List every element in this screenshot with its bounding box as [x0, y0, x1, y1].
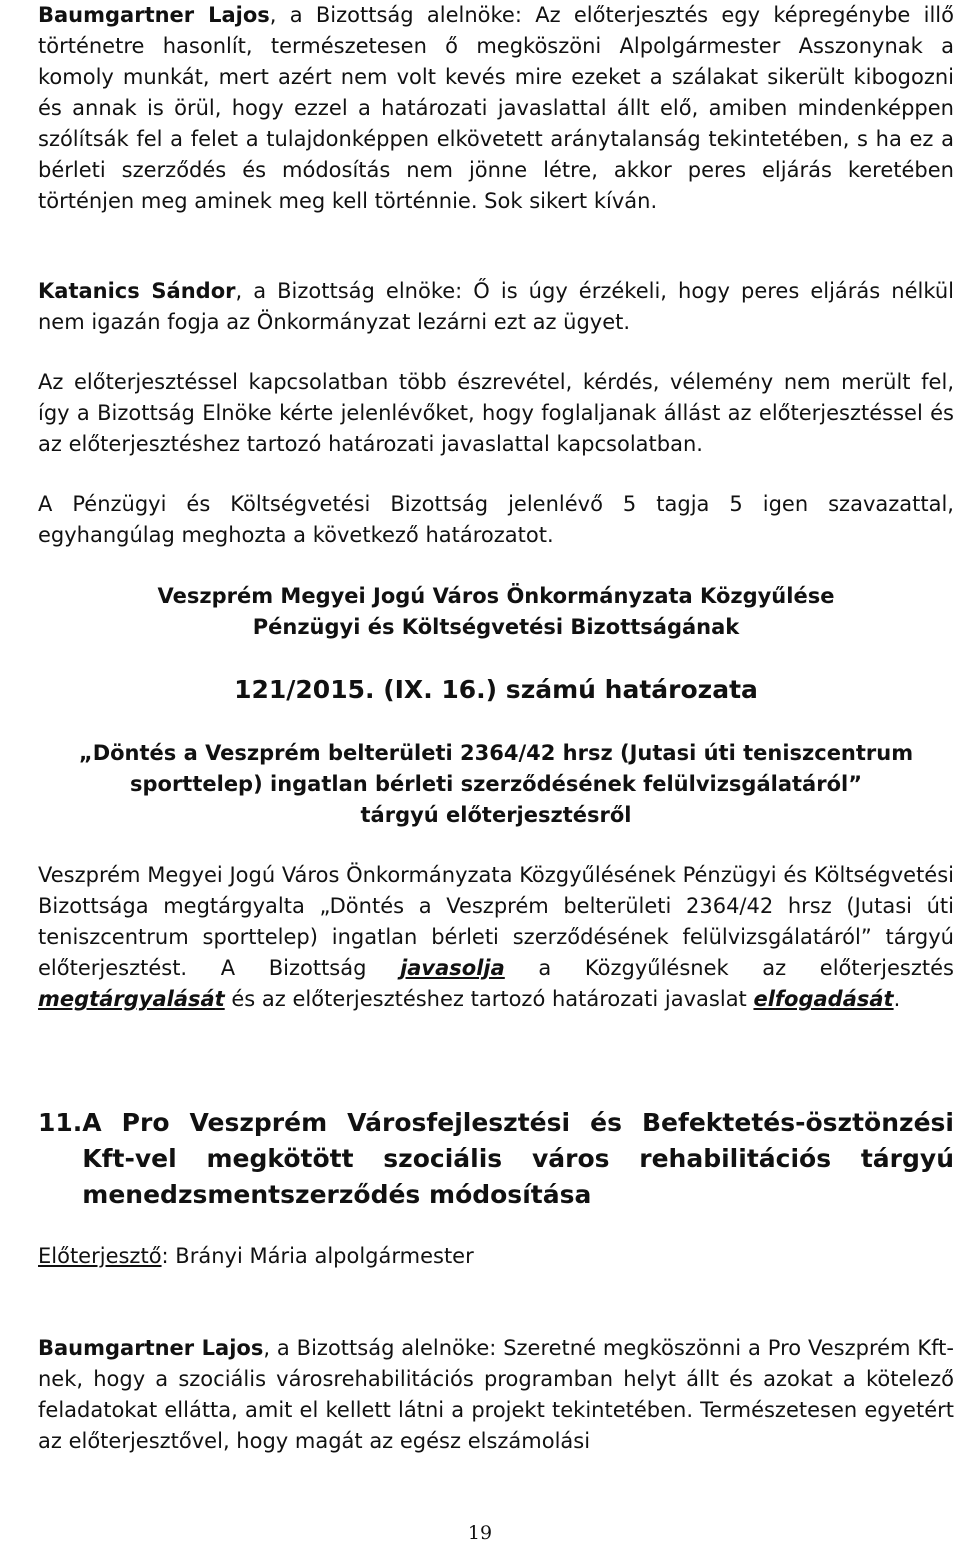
- paragraph-katanics: [38, 276, 954, 338]
- resolution-text-part: és az előterjesztéshez tartozó határozati javaslat: [224, 987, 754, 1011]
- resolution-title: [38, 738, 954, 831]
- paragraph-text: , a Bizottság elnöke: Ő is úgy érzékeli, hogy peres eljárás nélkül nem igazán fogja az Önkormányzat lezárni ezt az ügyet.: [38, 279, 954, 334]
- emphasis-javasolja: javasolja: [400, 956, 505, 980]
- section-title: A Pro Veszprém Városfejlesztési és Befektetés-ösztönzési Kft-vel megkötött szociális város rehabilitációs tárgyú menedzsmentszerződés módosítása: [82, 1108, 954, 1209]
- paragraph-vote: A Pénzügyi és Költségvetési Bizottság jelenlévő 5 tagja 5 igen szavazattal, egyhangúlag meghozta a következő határozatot.: [38, 492, 954, 547]
- resolution-title-line2: sporttelep) ingatlan bérleti szerződésének felülvizsgálatáról”: [129, 772, 863, 796]
- resolution-title-line3: tárgyú előterjesztésről: [360, 803, 632, 827]
- resolution-text-part: a Közgyűlésnek az előterjesztés: [504, 956, 954, 980]
- paragraph-baumgartner-2: [38, 1333, 954, 1457]
- speaker-name: Katanics Sándor: [38, 279, 236, 303]
- resolution-text-part: .: [893, 987, 901, 1011]
- resolution-body-line2: Pénzügyi és Költségvetési Bizottságának: [252, 615, 740, 639]
- presenter-value: : Brányi Mária alpolgármester: [161, 1244, 474, 1268]
- section-heading: [38, 1105, 954, 1213]
- emphasis-megtargyalasat: megtárgyalását: [38, 987, 225, 1011]
- paragraph-text: , a Bizottság alelnöke: Az előterjesztés egy képregénybe illő történetre hasonlít, természetesen ő megköszöni Alpolgármester Asszonynak a komoly munkát, mert azért nem volt kevés mire ezeket a szálakat sikerült kibogozni és annak is örül, hogy ezzel a határozati javaslattal állt elő, amiben mindenképpen szólítsák fel a felet a tulajdonképpen elkövetett aránytalanság tekintetében, s ha ez a bérleti szerződés és módosítás nem jönne létre, akkor peres eljárás keretében történjen meg aminek meg kell történnie. Sok sikert kíván.: [38, 3, 954, 213]
- paragraph-baumgartner-1: [38, 0, 954, 217]
- resolution-heading: [38, 581, 954, 643]
- paragraph-text: , a Bizottság alelnöke: Szeretné megköszönni a Pro Veszprém Kft-nek, hogy a szociális városrehabilitációs programban helyt állt és azokat a kötelező feladatokat ellátta, amit el kellett látni a projekt tekintetében. Természetesen egyetért az előterjesztővel, hogy magát az egész elszámolási: [38, 1336, 954, 1453]
- speaker-name: Baumgartner Lajos: [38, 1336, 264, 1360]
- resolution-number: 121/2015. (IX. 16.) számú határozata: [234, 675, 758, 704]
- presenter-line: [38, 1241, 954, 1272]
- section-number: 11.: [38, 1108, 83, 1137]
- speaker-name: Baumgartner Lajos: [38, 3, 270, 27]
- emphasis-elfogadasat: elfogadását: [753, 987, 894, 1011]
- paragraph-discussion: Az előterjesztéssel kapcsolatban több észrevétel, kérdés, vélemény nem merült fel, így a Bizottság Elnöke kérte jelenlévőket, hogy foglaljanak állást az előterjesztéssel és az előterjesztéshez tartozó határozati javaslattal kapcsolatban.: [38, 370, 954, 456]
- resolution-body-line1: Veszprém Megyei Jogú Város Önkormányzata Közgyűlése: [157, 584, 835, 608]
- resolution-title-line1: „Döntés a Veszprém belterületi 2364/42 hrsz (Jutasi úti teniszcentrum: [78, 741, 914, 765]
- resolution-text-part: Veszprém Megyei Jogú Város Önkormányzata Közgyűlésének Pénzügyi és Költségvetési Bizottsága megtárgyalta „Döntés a Veszprém belterületi 2364/42 hrsz (Jutasi úti teniszcentrum sporttelep) ingatlan bérleti szerződésének felülvizsgálatáról” tárgyú előterjesztést. A Bizottság: [38, 863, 954, 980]
- resolution-text: [38, 860, 954, 1015]
- presenter-label: Előterjesztő: [38, 1244, 162, 1268]
- page-number: 19: [467, 1522, 493, 1544]
